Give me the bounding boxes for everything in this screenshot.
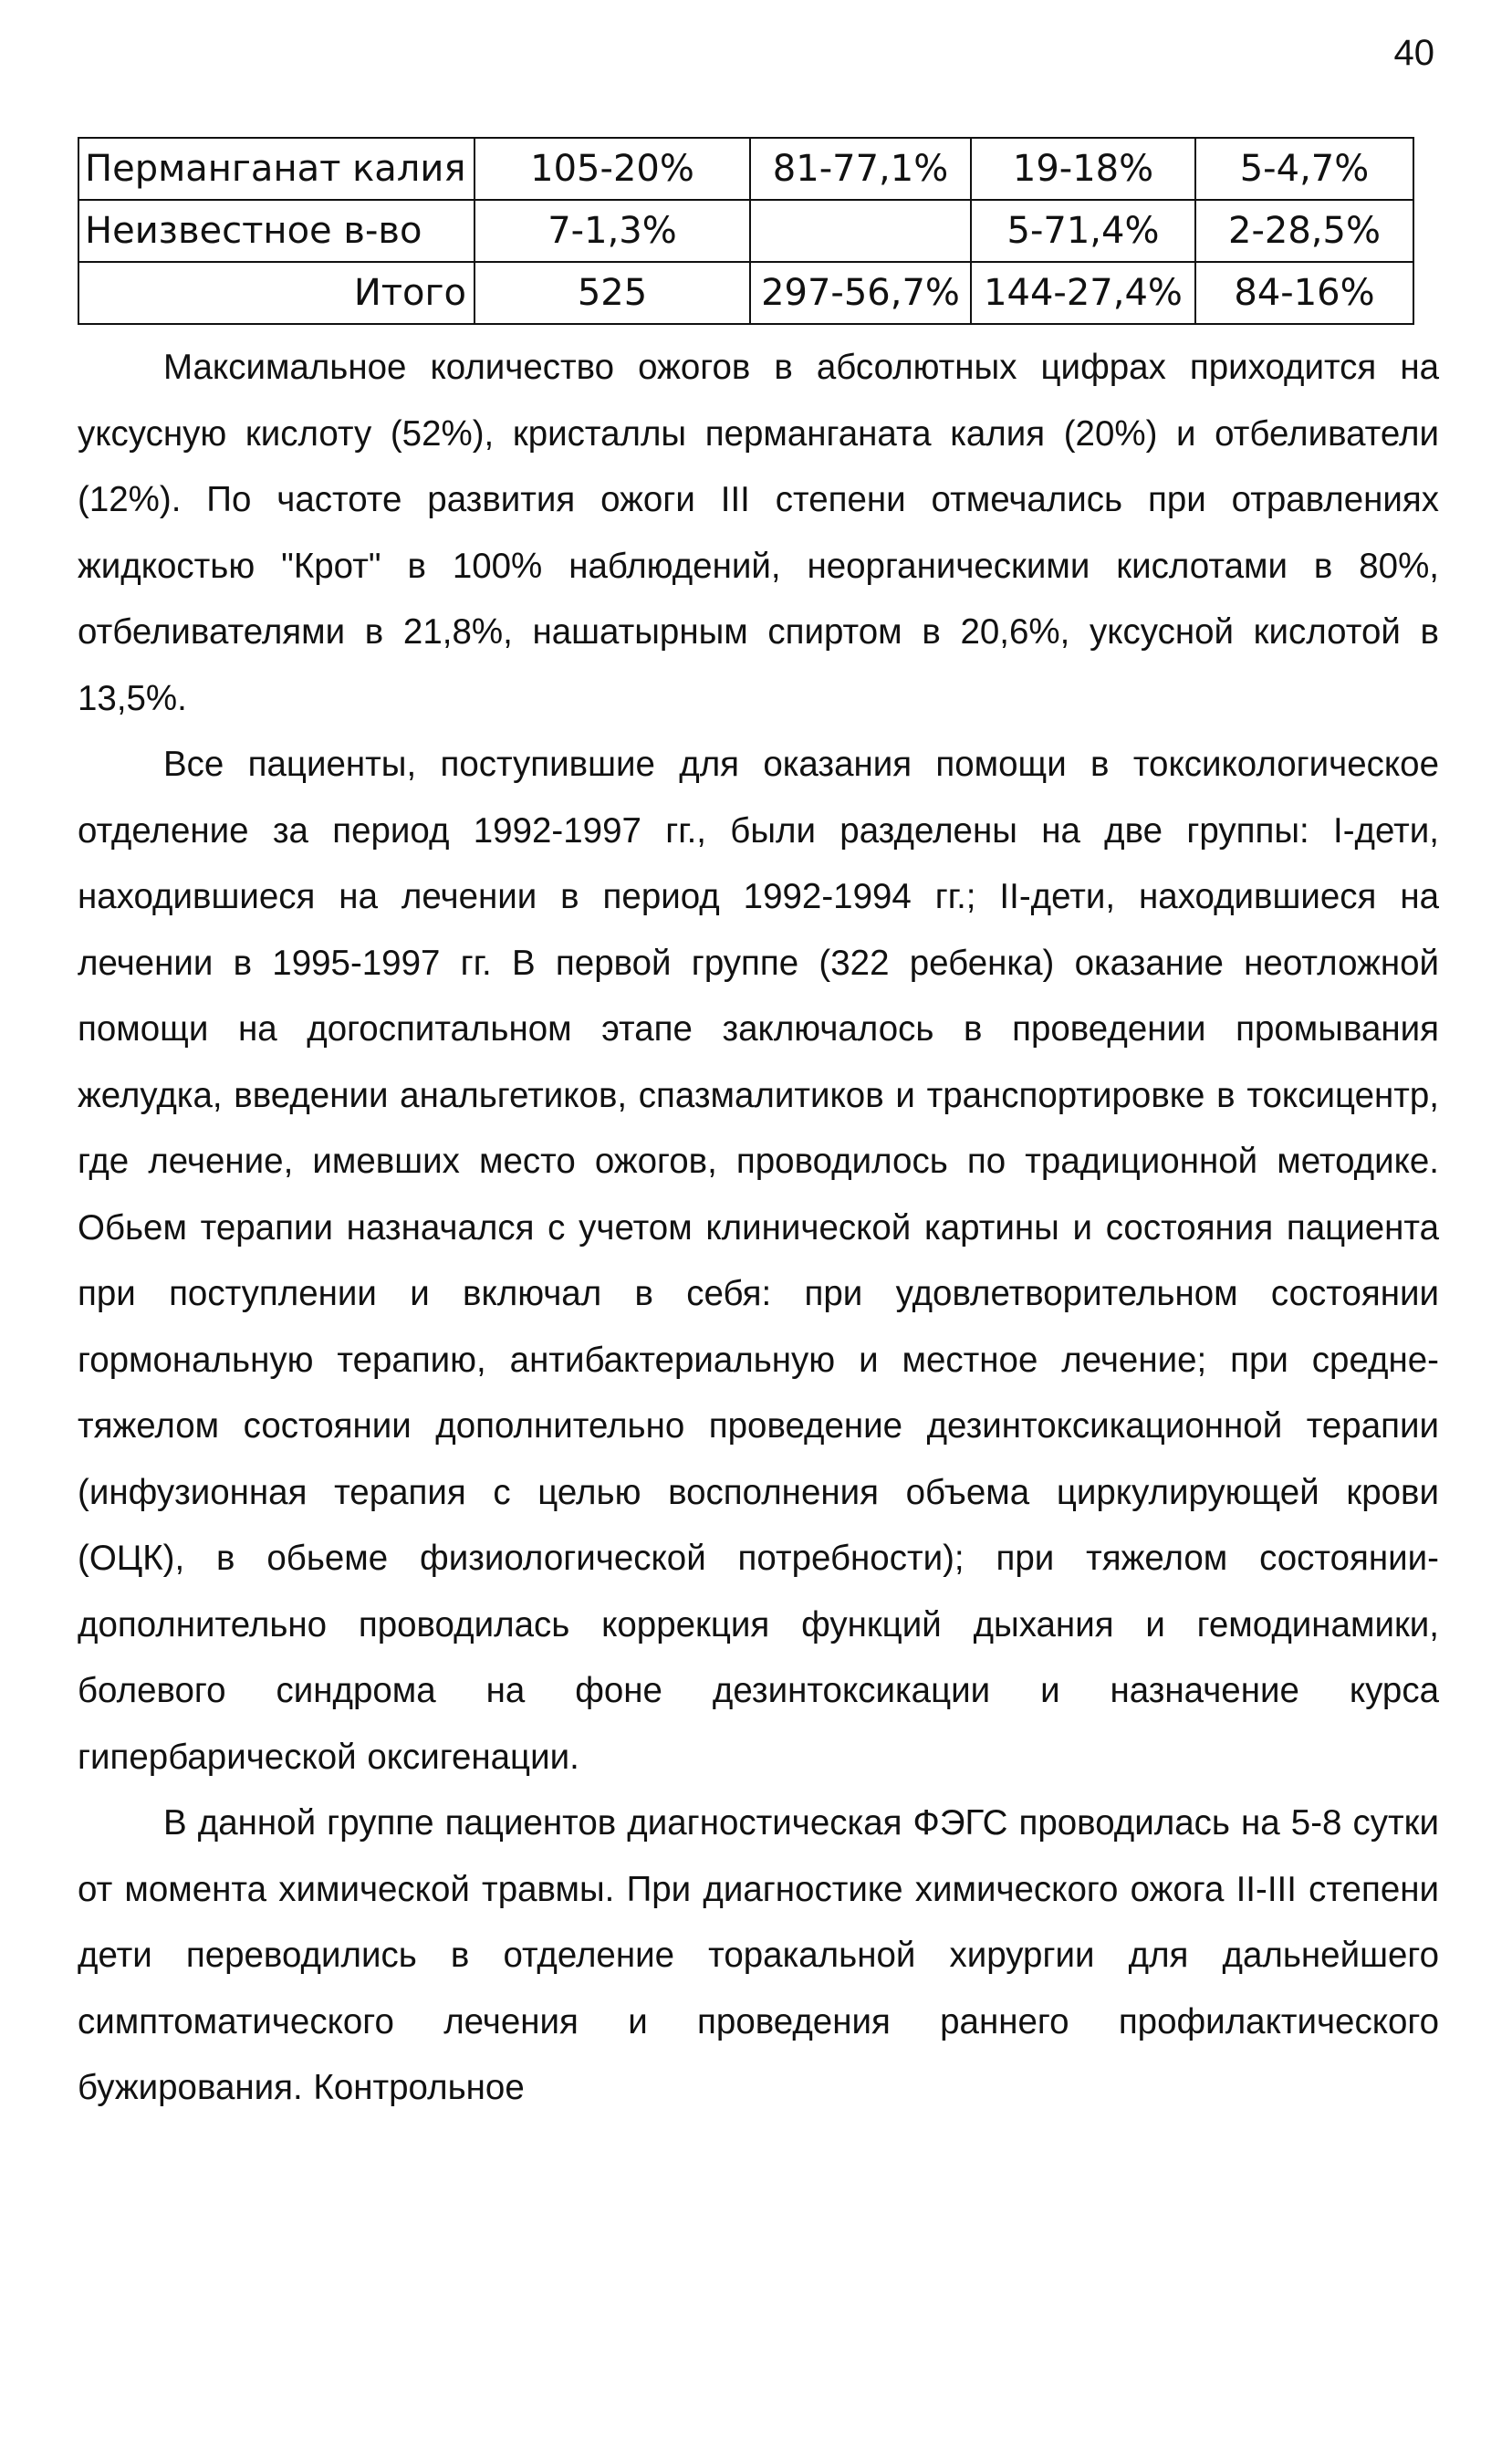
row-label: Итого (78, 262, 474, 324)
body-text (78, 335, 1439, 2122)
statistics-table (78, 137, 1414, 325)
row-label: Неизвестное в-во (78, 200, 474, 262)
table-cell: 84-16% (1195, 262, 1413, 324)
table-cell: 525 (474, 262, 750, 324)
table-row-potassium-permanganate (78, 138, 1413, 200)
table-cell: 7-1,3% (474, 200, 750, 262)
paragraph: Все пациенты, поступившие для оказания помощи в токсикологическое отделение за период 1992-1997 гг., были разделены на две группы: I-дети, находившиеся на лечении в период 1992-1994 гг.; II-дети, находившиеся на лечении в 1995-1997 гг. В первой группе (322 ребенка) оказание неотложной помощи на догоспитальном этапе заключалось в проведении промывания желудка, введении анальгетиков, спазмалитиков и транспортировке в токсицентр, где лечение, имевших место ожогов, проводилось по традиционной методике. Обьем терапии назначался с учетом клинической картины и состояния пациента при поступлении и включал в себя: при удовлетворительном состоянии гормональную терапию, антибактериальную и местное лечение; при средне-тяжелом состоянии дополнительно проведение дезинтоксикационной терапии (инфузионная терапия с целью восполнения объема циркулирующей крови (ОЦК), в обьеме физиологической потребности); при тяжелом состоянии- дополнительно проводилась коррекция функций дыхания и гемодинамики, болевого синдрома на фоне дезинтоксикации и назначение курса гипербарической оксигенации. (78, 745, 1439, 1777)
table-row-unknown-substance (78, 200, 1413, 262)
table-cell (750, 200, 971, 262)
table-cell: 81-77,1% (750, 138, 971, 200)
table-row-total (78, 262, 1413, 324)
table-cell: 144-27,4% (971, 262, 1195, 324)
table-cell: 5-71,4% (971, 200, 1195, 262)
table-cell: 19-18% (971, 138, 1195, 200)
table-cell: 2-28,5% (1195, 200, 1413, 262)
row-label: Перманганат калия (78, 138, 474, 200)
paragraph: В данной группе пациентов диагностическая ФЭГС проводилась на 5-8 сутки от момента химической травмы. При диагностике химического ожога II-III степени дети переводились в отделение торакальной хирургии для дальнейшего симптоматического лечения и проведения раннего профилактического бужирования. Контрольное (78, 1803, 1439, 2107)
page-number: 40 (1393, 33, 1434, 73)
table-cell: 105-20% (474, 138, 750, 200)
table-cell: 297-56,7% (750, 262, 971, 324)
paragraph: Максимальное количество ожогов в абсолютных цифрах приходится на уксусную кислоту (52%), кристаллы перманганата калия (20%) и отбеливатели (12%). По частоте развития ожоги III степени отмечались при отравлениях жидкостью "Крот" в 100% наблюдений, неорганическими кислотами в 80%, отбеливателями в 21,8%, нашатырным спиртом в 20,6%, уксусной кислотой в 13,5%. (78, 348, 1439, 718)
table-cell: 5-4,7% (1195, 138, 1413, 200)
